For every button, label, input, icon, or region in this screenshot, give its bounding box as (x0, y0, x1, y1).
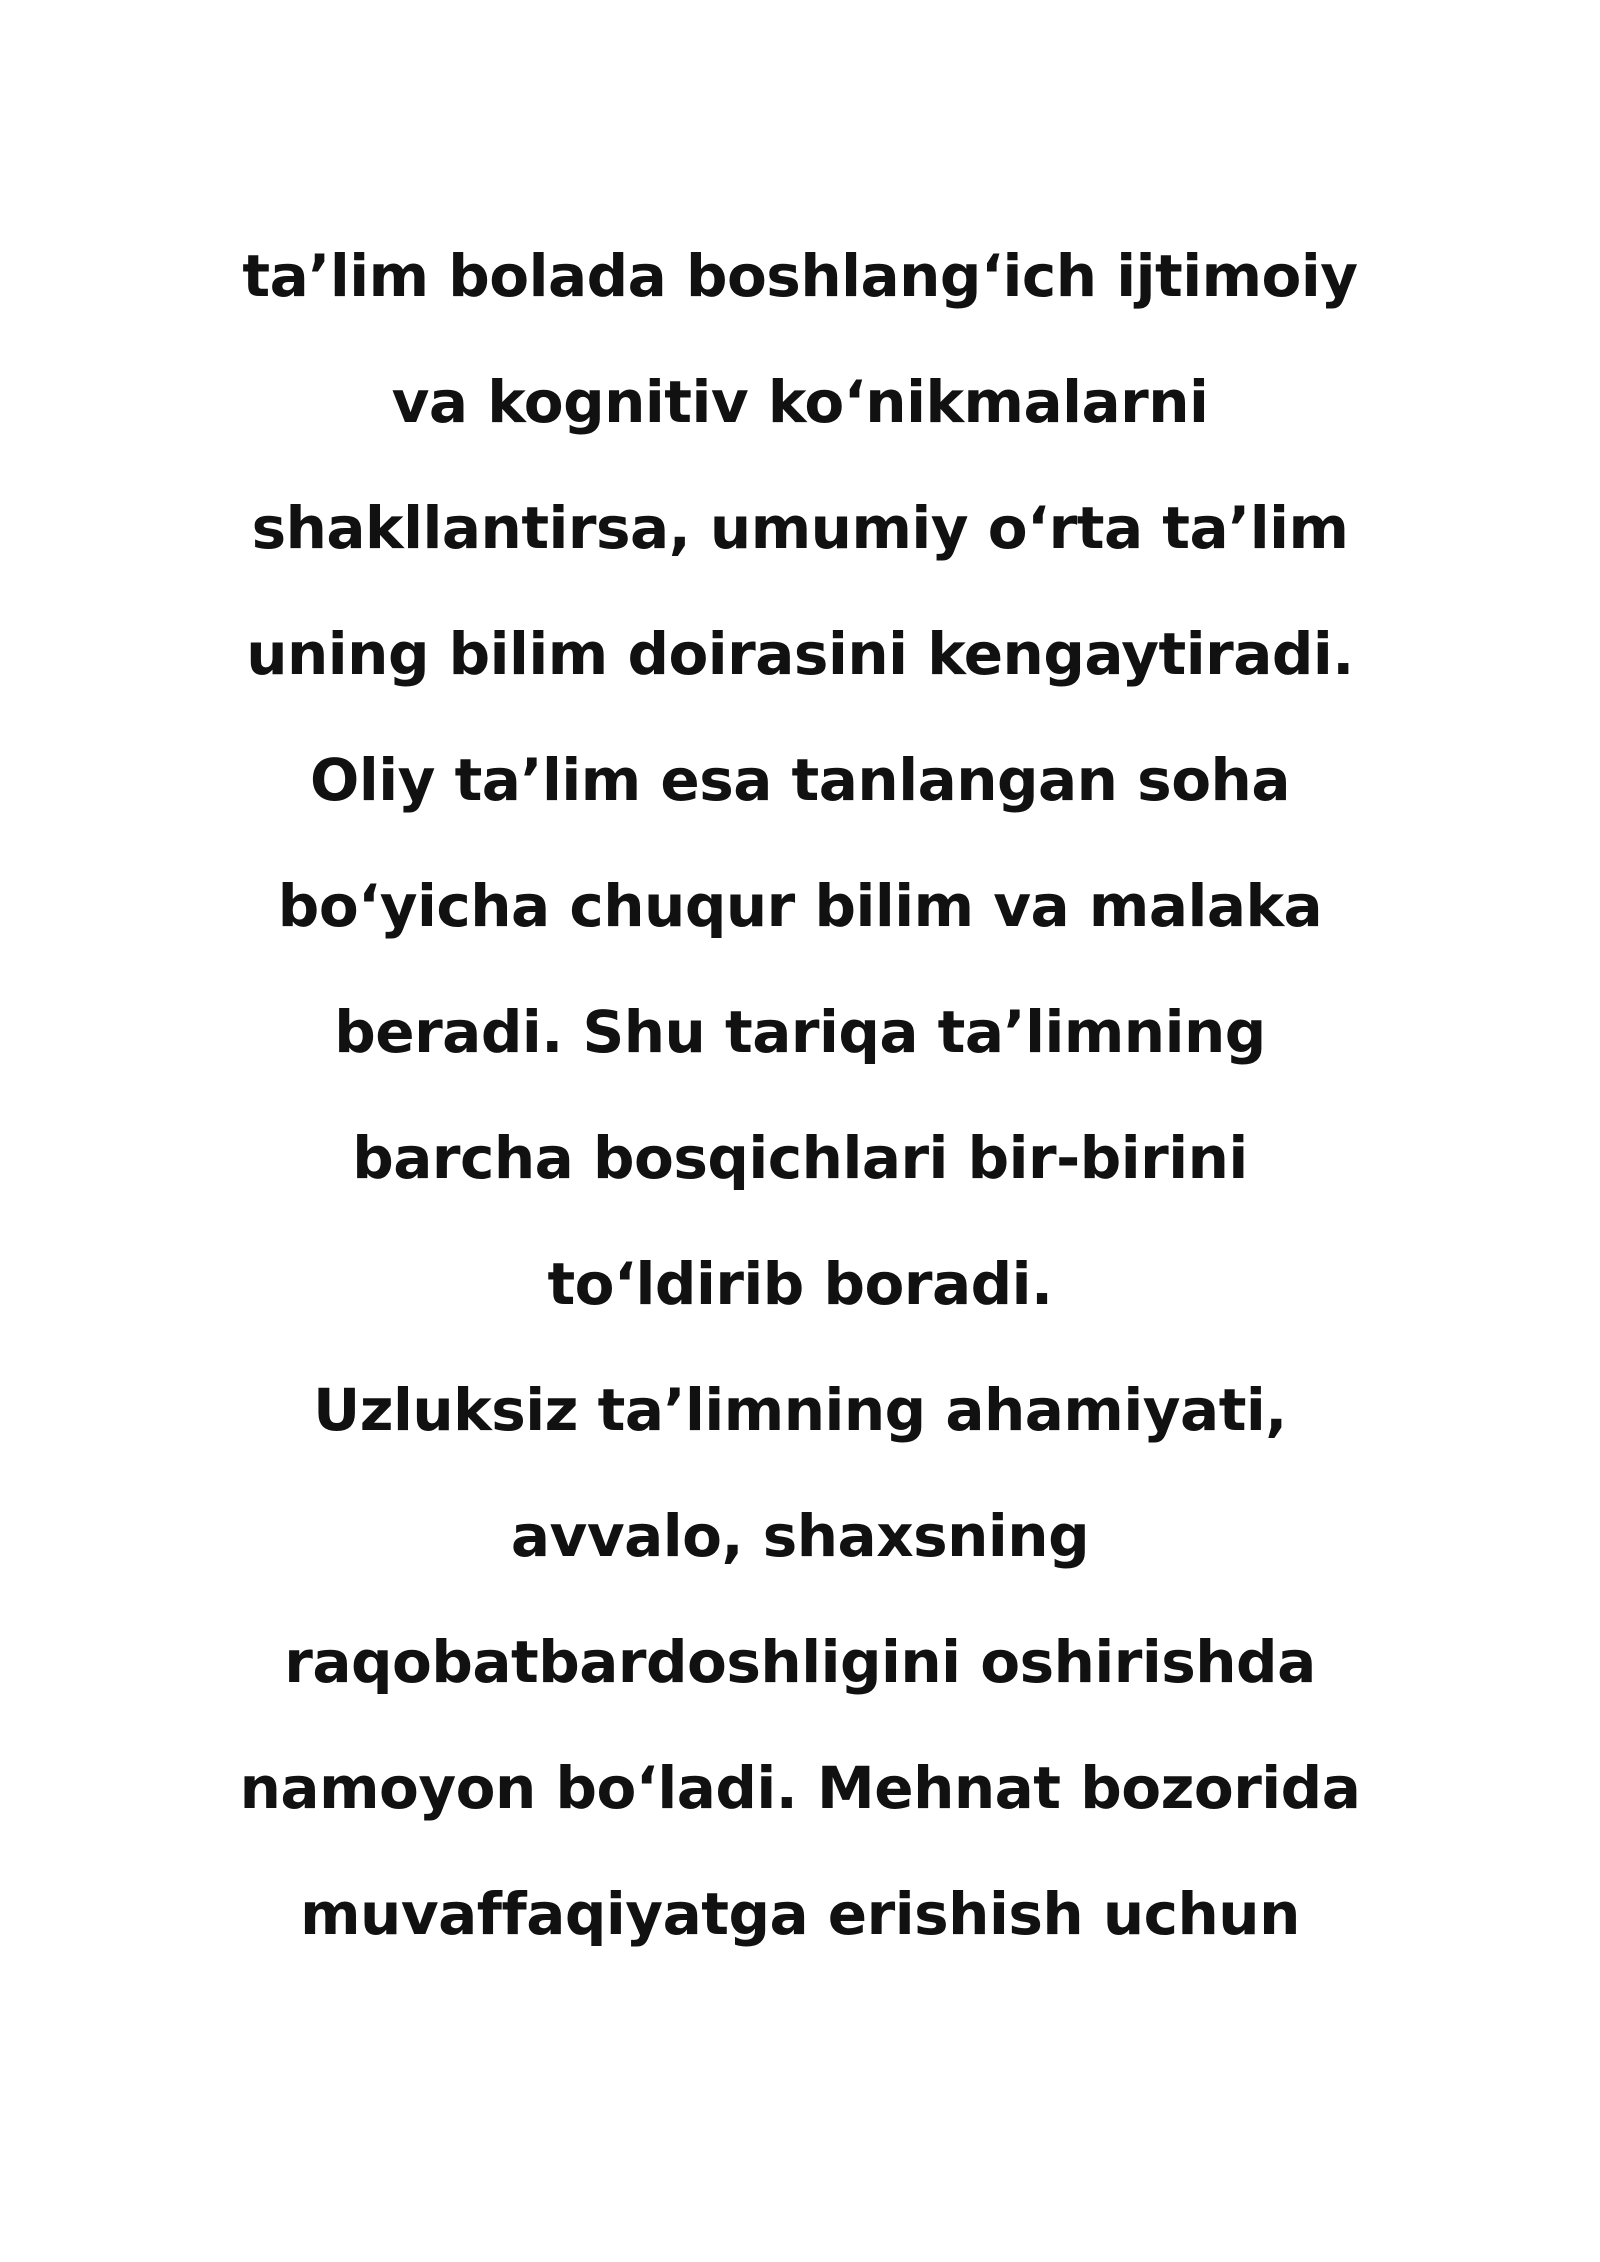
text-line: shakllantirsa, umumiy o‘rta ta’lim (251, 494, 1349, 562)
body-text (0, 213, 1600, 1977)
text-line: barcha bosqichlari bir-birini (352, 1124, 1248, 1192)
text-line: Oliy ta’lim esa tanlangan soha (310, 746, 1290, 814)
text-line: bo‘yicha chuqur bilim va malaka (277, 872, 1323, 940)
text-line: beradi. Shu tariqa ta’limning (334, 998, 1266, 1066)
text-line: avvalo, shaxsning (510, 1502, 1090, 1570)
text-line: muvaffaqiyatga erishish uchun (300, 1880, 1300, 1948)
text-line: uning bilim doirasini kengaytiradi. (246, 620, 1354, 688)
text-line: ta’lim bolada boshlang‘ich ijtimoiy (242, 242, 1358, 310)
text-line: raqobatbardoshligini oshirishda (284, 1628, 1316, 1696)
text-line: va kognitiv ko‘nikmalarni (391, 368, 1209, 436)
text-line: namoyon bo‘ladi. Mehnat bozorida (239, 1754, 1361, 1822)
text-line: Uzluksiz ta’limning ahamiyati, (313, 1376, 1287, 1444)
text-line: to‘ldirib boradi. (547, 1250, 1053, 1318)
